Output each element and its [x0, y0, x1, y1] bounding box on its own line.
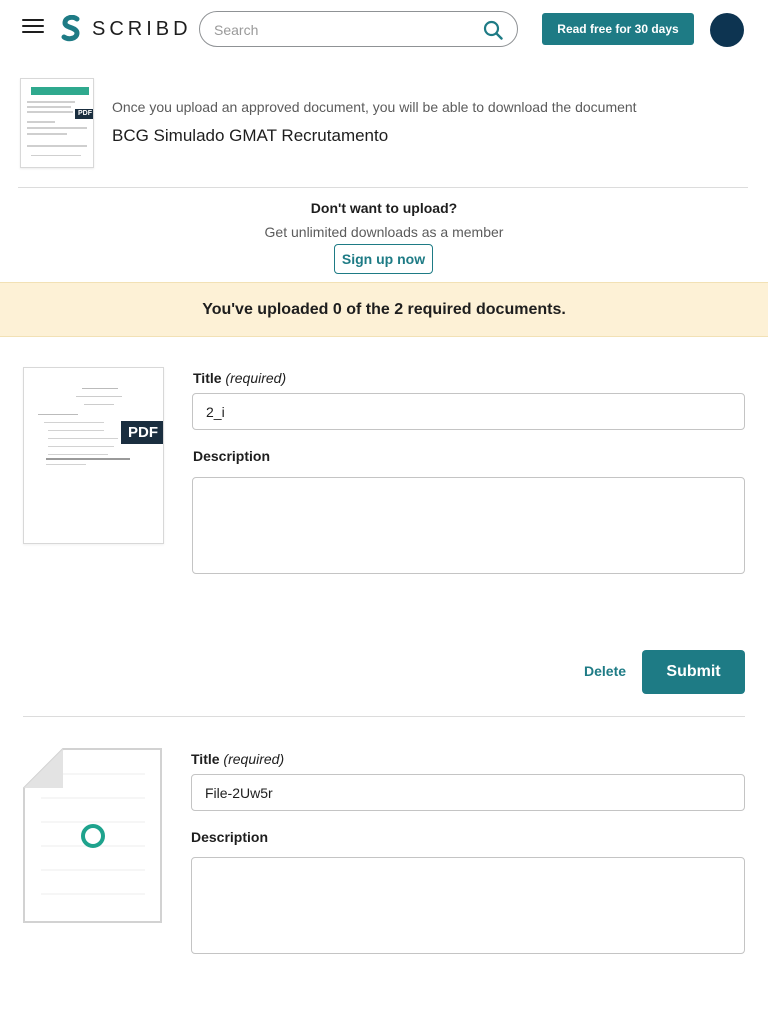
upload-thumbnail-2: [23, 748, 163, 924]
required-marker: (required): [225, 370, 287, 386]
read-free-button[interactable]: Read free for 30 days: [542, 13, 694, 45]
download-note: Once you upload an approved document, you will be able to download the document: [112, 99, 637, 115]
top-header: [0, 0, 768, 58]
scribd-logo-icon: [60, 15, 82, 43]
pdf-badge: PDF: [121, 421, 164, 444]
member-subtext: Get unlimited downloads as a member: [264, 224, 504, 240]
upload-thumbnail-1: [23, 367, 164, 544]
divider: [23, 716, 745, 717]
delete-button[interactable]: Delete: [584, 663, 627, 679]
user-avatar[interactable]: [710, 13, 744, 47]
search-icon[interactable]: [483, 20, 503, 40]
title-label: Title (required): [193, 370, 287, 386]
scribd-logo[interactable]: [60, 14, 192, 44]
description-label: Description: [193, 448, 271, 464]
title-label: Title (required): [191, 751, 285, 767]
submit-button[interactable]: Submit: [642, 650, 745, 694]
brand-name: SCRIBD: [92, 17, 192, 40]
description-textarea[interactable]: [192, 477, 745, 574]
pdf-badge: PDF: [75, 109, 94, 119]
search-input[interactable]: [214, 20, 464, 40]
member-prompt: [0, 200, 768, 267]
sign-up-button[interactable]: Sign up now: [334, 244, 433, 274]
loading-spinner-icon: [79, 822, 107, 850]
description-textarea[interactable]: [191, 857, 745, 954]
title-input[interactable]: [192, 393, 745, 430]
document-title: BCG Simulado GMAT Recrutamento: [112, 126, 389, 145]
hamburger-menu-icon[interactable]: [22, 19, 44, 37]
upload-status-banner: You've uploaded 0 of the 2 required documents.: [0, 282, 768, 337]
document-thumbnail: [20, 78, 94, 168]
description-label: Description: [191, 829, 269, 845]
member-heading: Don't want to upload?: [310, 200, 458, 216]
title-input[interactable]: [191, 774, 745, 811]
document-info: [18, 74, 748, 188]
search-box[interactable]: [199, 11, 518, 47]
required-marker: (required): [223, 751, 285, 767]
